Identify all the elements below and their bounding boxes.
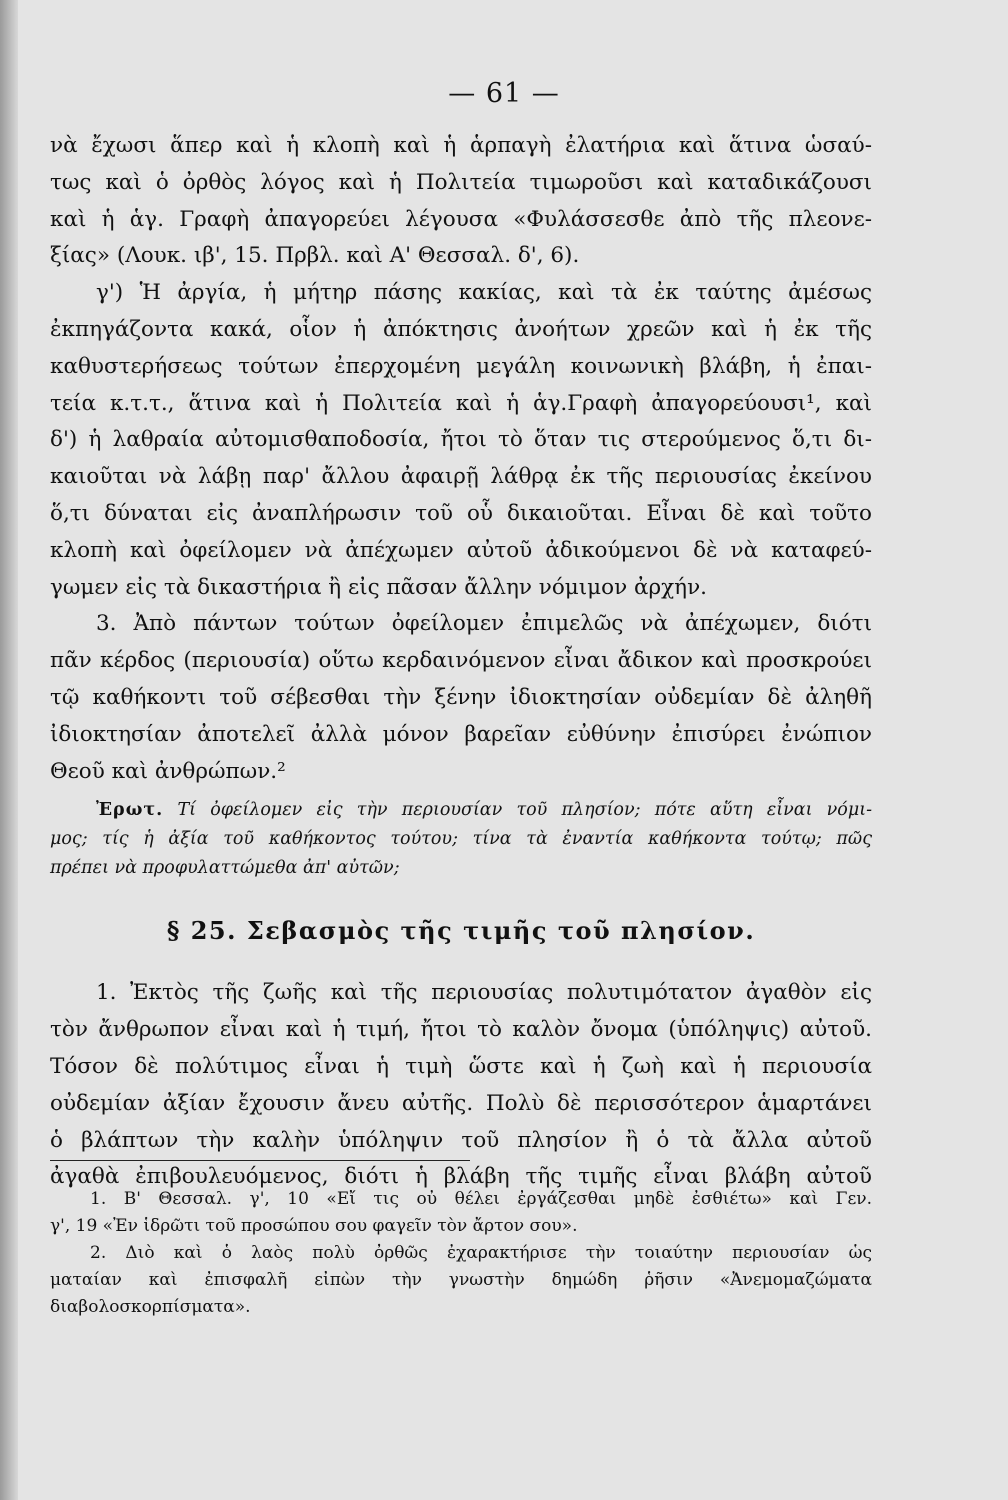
text-line: ξίας» (Λουκ. ιβ', 15. Πρβλ. καὶ Α' Θεσσαλ. δ', 6). <box>50 243 580 269</box>
body-text <box>50 128 872 1196</box>
question-line: πρέπει νὰ προφυλαττώμεθα ἀπ' αὐτῶν; <box>50 858 400 879</box>
text-line: κλοπὴ καὶ ὀφείλομεν νὰ ἀπέχωμεν αὐτοῦ ἀδικούμενοι δὲ νὰ καταφεύ- <box>50 537 872 563</box>
text-line: νὰ ἔχωσι ἅπερ καὶ ἡ κλοπὴ καὶ ἡ ἁρπαγὴ ἐλατήρια καὶ ἅτινα ὡσαύ- <box>50 133 872 158</box>
question-line: μος; τίς ἡ ἀξία τοῦ καθήκοντος τούτου; τίνα τὰ ἐναντία καθήκοντα τούτῳ; πῶς <box>50 829 872 850</box>
text-line: τῷ καθήκοντι τοῦ σέβεσθαι τὴν ξένην ἰδιοκτησίαν οὐδεμίαν δὲ ἀληθῆ <box>50 684 872 710</box>
text-line: Θεοῦ καὶ ἀνθρώπων.² <box>50 758 286 784</box>
text-line: τὸν ἄνθρωπον εἶναι καὶ ἡ τιμή, ἤτοι τὸ καλὸν ὄνομα (ὑπόληψις) αὐτοῦ. <box>50 1017 872 1043</box>
page-number: — 61 — <box>448 78 560 109</box>
question-text: Τί ὀφείλομεν εἰς τὴν περιουσίαν τοῦ πλησίον; πότε αὕτη εἶναι νόμι- <box>177 800 872 821</box>
question-label: Ἐρωτ. <box>96 800 164 821</box>
text-line: 3. Ἀπὸ πάντων τούτων ὀφείλομεν ἐπιμελῶς νὰ ἀπέχωμεν, διότι <box>96 611 872 637</box>
footnote-line: ματαίαν καὶ ἐπισφαλῆ εἰπὼν τὴν γνωστὴν δημώδη ῥῆσιν «Ἀνεμομαζώματα <box>50 1270 872 1290</box>
footnote-line: γ', 19 «Ἐν ἱδρῶτι τοῦ προσώπου σου φαγεῖν τὸν ἄρτον σου». <box>50 1216 578 1236</box>
text-line: ἀγαθὰ ἐπιβουλευόμενος, διότι ἡ βλάβη τῆς τιμῆς εἶναι βλάβη αὐτοῦ <box>50 1164 872 1190</box>
text-line: γωμεν εἰς τὰ δικαστήρια ἢ εἰς πᾶσαν ἄλλην νόμιμον ἀρχήν. <box>50 574 707 600</box>
text-line: δ') ἡ λαθραία αὐτομισθαποδοσία, ἤτοι τὸ ὅταν τις στερούμενος ὅ,τι δι- <box>50 427 872 453</box>
footnote-line: διαβολοσκορπίσματα». <box>50 1297 251 1317</box>
paragraph-3 <box>50 422 872 606</box>
text-line: καθυστερήσεως τούτων ἐπερχομένη μεγάλη κοινωνικὴ βλάβη, ἡ ἐπαι- <box>50 353 872 379</box>
text-line: καὶ ἡ ἁγ. Γραφὴ ἀπαγορεύει λέγουσα «Φυλάσσεσθε ἀπὸ τῆς πλεονε- <box>50 206 872 232</box>
paragraph-5 <box>50 975 872 1196</box>
text-line: Τόσον δὲ πολύτιμος εἶναι ἡ τιμὴ ὥστε καὶ ἡ ζωὴ καὶ ἡ περιουσία <box>50 1053 872 1079</box>
text-line: πᾶν κέρδος (περιουσία) οὕτω κερδαινόμενον εἶναι ἄδικον καὶ προσκρούει <box>50 648 872 674</box>
paragraph-4 <box>50 606 872 790</box>
footnote-line: 2. Διὸ καὶ ὁ λαὸς πολὺ ὀρθῶς ἐχαρακτήρισε τὴν τοιαύτην περιουσίαν ὡς <box>90 1243 872 1263</box>
text-line: οὐδεμίαν ἀξίαν ἔχουσιν ἄνευ αὐτῆς. Πολὺ δὲ περισσότερον ἁμαρτάνει <box>50 1090 872 1116</box>
section-heading: § 25. Σεβασμὸς τῆς τιμῆς τοῦ πλησίον. <box>166 916 756 946</box>
footnotes <box>50 1186 872 1321</box>
footnote-divider <box>50 1160 470 1161</box>
text-line: 1. Ἐκτὸς τῆς ζωῆς καὶ τῆς περιουσίας πολυτιμότατον ἀγαθὸν εἰς <box>96 980 872 1006</box>
text-line: ἐκπηγάζοντα κακά, οἷον ἡ ἀπόκτησις ἀνοήτων χρεῶν καὶ ἡ ἐκ τῆς <box>50 316 872 342</box>
text-line: ἰδιοκτησίαν ἀποτελεῖ ἀλλὰ μόνον βαρεῖαν εὐθύνην ἐπισύρει ἐνώπιον <box>50 721 872 747</box>
text-line: καιοῦται νὰ λάβῃ παρ' ἄλλου ἀφαιρῇ λάθρᾳ ἐκ τῆς περιουσίας ἐκείνου <box>50 464 872 490</box>
page-binding-edge <box>0 0 18 1500</box>
question-line <box>50 796 872 825</box>
paragraph-2 <box>50 275 872 422</box>
review-questions <box>50 796 872 883</box>
text-line: τεία κ.τ.τ., ἅτινα καὶ ἡ Πολιτεία καὶ ἡ ἁγ.Γραφὴ ἀπαγορεύουσι¹, καὶ <box>50 390 872 416</box>
text-line: τως καὶ ὁ ὀρθὸς λόγος καὶ ἡ Πολιτεία τιμωροῦσι καὶ καταδικάζουσι <box>50 169 872 195</box>
text-line: ὁ βλάπτων τὴν καλὴν ὑπόληψιν τοῦ πλησίον ἢ ὁ τὰ ἄλλα αὐτοῦ <box>50 1127 872 1153</box>
footnote-line: 1. Β' Θεσσαλ. γ', 10 «Εἴ τις οὐ θέλει ἐργάζεσθαι μηδὲ ἐσθιέτω» καὶ Γεν. <box>90 1189 872 1209</box>
text-line: ὅ,τι δύναται εἰς ἀναπλήρωσιν τοῦ οὗ δικαιοῦται. Εἶναι δὲ καὶ τοῦτο <box>50 500 872 526</box>
text-line: γ') Ἡ ἀργία, ἡ μήτηρ πάσης κακίας, καὶ τὰ ἐκ ταύτης ἀμέσως <box>96 280 872 306</box>
paragraph-1 <box>50 128 872 275</box>
